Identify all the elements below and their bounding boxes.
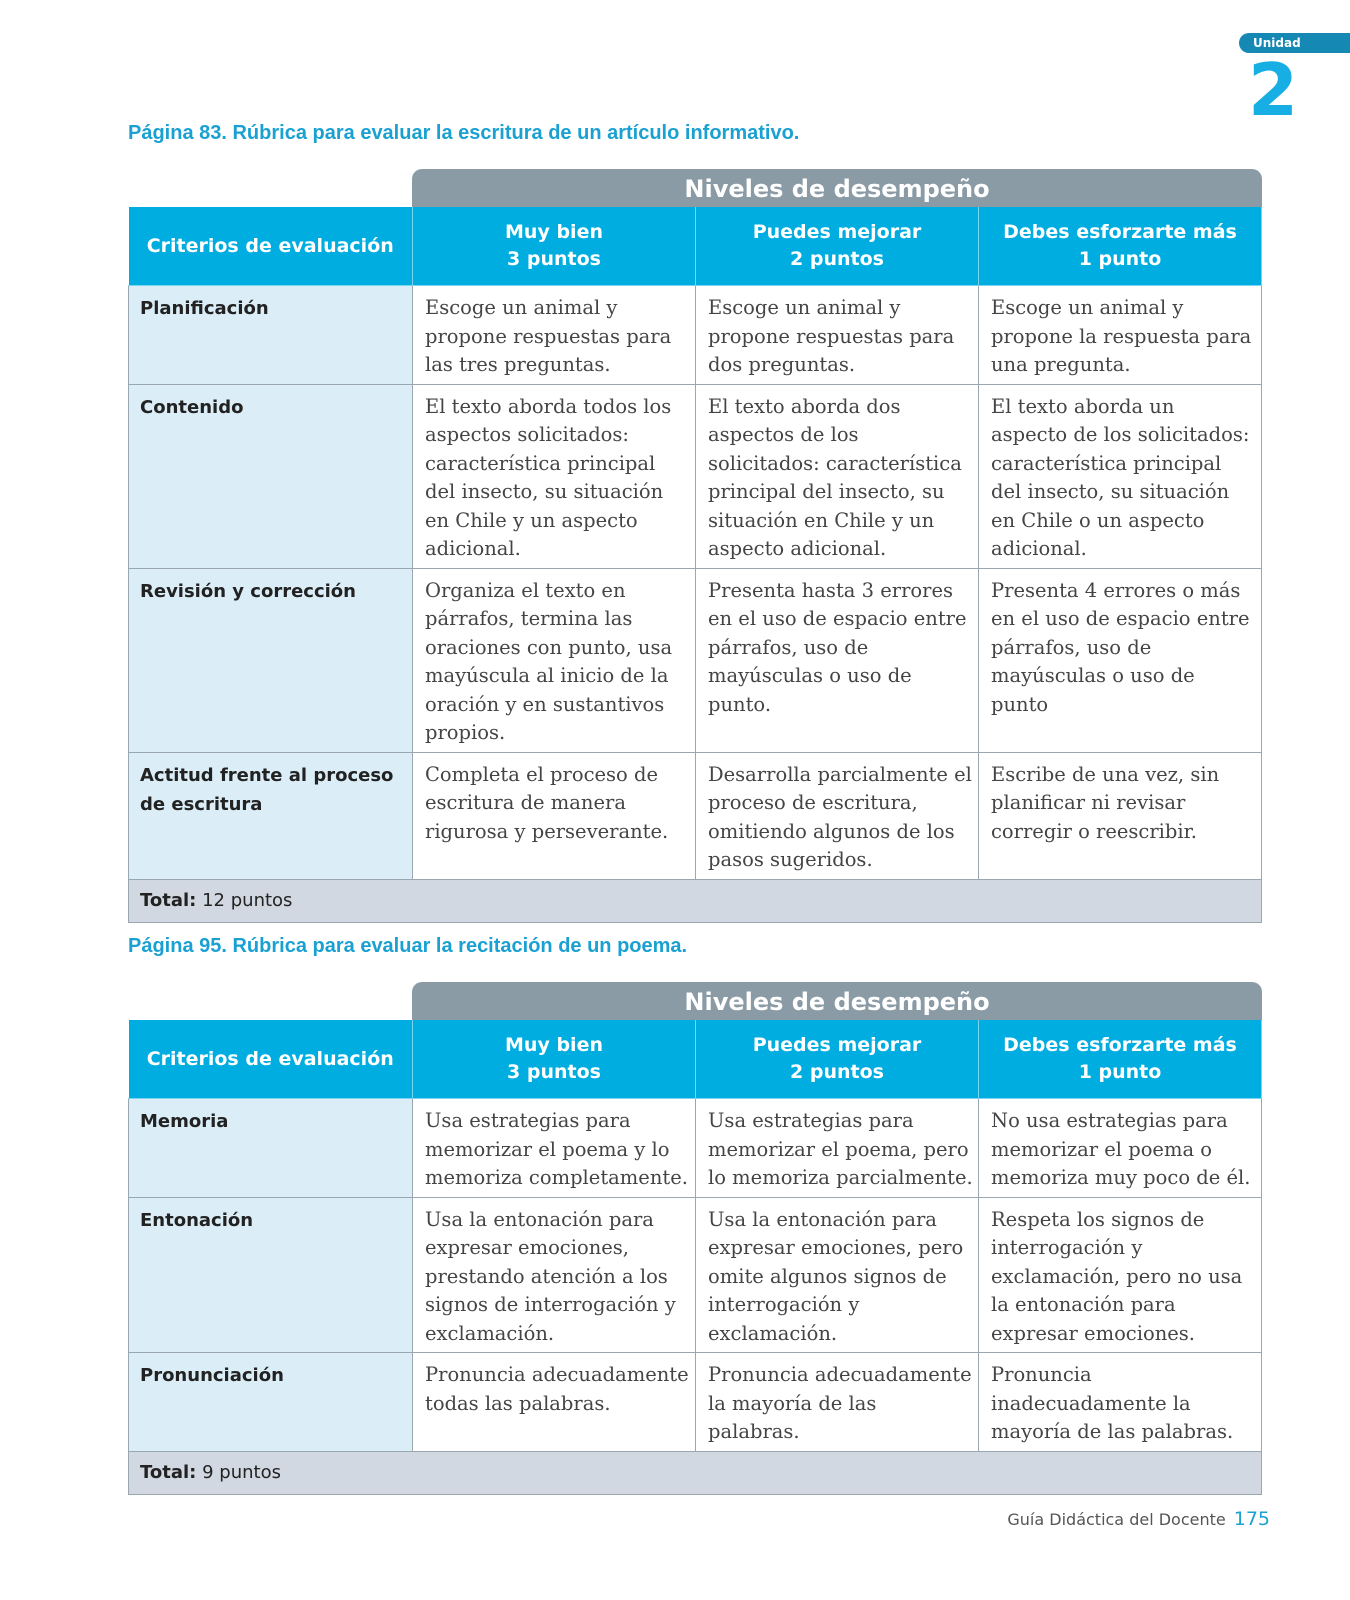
criterion-cell: Pronunciación (129, 1353, 413, 1452)
descriptor-cell: Usa estrategias para memorizar el poema y lo memoriza completamente. (413, 1099, 696, 1198)
page-number: 175 (1233, 1508, 1270, 1530)
table-row (129, 1197, 1262, 1353)
rubric2-title: Página 95. Rúbrica para evaluar la recitación de un poema. (128, 935, 688, 957)
rubric1-table (128, 207, 1262, 923)
footer-text: Guía Didáctica del Docente (1007, 1510, 1226, 1529)
level-header-muy-bien: Muy bien 3 puntos (413, 1020, 696, 1099)
criterion-cell: Planificación (129, 286, 413, 385)
rubric2-table-wrapper (128, 982, 1262, 1495)
table-header-row (129, 207, 1262, 286)
descriptor-cell: Desarrolla parcialmente el proceso de escritura, omitiendo algunos de los pasos sugeridos. (696, 752, 979, 879)
descriptor-cell: El texto aborda todos los aspectos solicitados: característica principal del insecto, su situación en Chile y un aspecto adicional. (413, 384, 696, 568)
table-row (129, 1099, 1262, 1198)
descriptor-cell: El texto aborda dos aspectos de los solicitados: característica principal del insecto, su situación en Chile y un aspecto adicional. (696, 384, 979, 568)
table-row (129, 1353, 1262, 1452)
level-header-debes-esforzarte: Debes esforzarte más 1 punto (979, 1020, 1262, 1099)
unit-number: 2 (1248, 48, 1299, 132)
descriptor-cell: Pronuncia inadecuadamente la mayoría de las palabras. (979, 1353, 1262, 1452)
level-header-puedes-mejorar: Puedes mejorar 2 puntos (696, 1020, 979, 1099)
levels-header: Niveles de desempeño (412, 169, 1262, 207)
criteria-header: Criterios de evaluación (129, 1020, 413, 1099)
rubric2-table (128, 1020, 1262, 1495)
rubric1-table-wrapper (128, 169, 1262, 923)
total-row (129, 1451, 1262, 1494)
level-header-puedes-mejorar: Puedes mejorar 2 puntos (696, 207, 979, 286)
table-row (129, 568, 1262, 752)
descriptor-cell: Escribe de una vez, sin planificar ni revisar corregir o reescribir. (979, 752, 1262, 879)
criterion-cell: Contenido (129, 384, 413, 568)
descriptor-cell: Escoge un animal y propone respuestas para las tres preguntas. (413, 286, 696, 385)
level-header-muy-bien: Muy bien 3 puntos (413, 207, 696, 286)
page-footer (1007, 1508, 1270, 1530)
descriptor-cell: Usa la entonación para expresar emociones, prestando atención a los signos de interrogación y exclamación. (413, 1197, 696, 1353)
rubric1-title: Página 83. Rúbrica para evaluar la escritura de un artículo informativo. (128, 122, 800, 144)
total-cell: Total: 12 puntos (129, 879, 1262, 922)
levels-header: Niveles de desempeño (412, 982, 1262, 1020)
criterion-cell: Memoria (129, 1099, 413, 1198)
table-row (129, 286, 1262, 385)
criterion-cell: Entonación (129, 1197, 413, 1353)
descriptor-cell: El texto aborda un aspecto de los solicitados: característica principal del insecto, su situación en Chile o un aspecto adicional. (979, 384, 1262, 568)
table-row (129, 384, 1262, 568)
total-cell: Total: 9 puntos (129, 1451, 1262, 1494)
descriptor-cell: Pronuncia adecuadamente la mayoría de las palabras. (696, 1353, 979, 1452)
criterion-cell: Actitud frente al proceso de escritura (129, 752, 413, 879)
descriptor-cell: Respeta los signos de interrogación y exclamación, pero no usa la entonación para expresar emociones. (979, 1197, 1262, 1353)
descriptor-cell: No usa estrategias para memorizar el poema o memoriza muy poco de él. (979, 1099, 1262, 1198)
descriptor-cell: Completa el proceso de escritura de manera rigurosa y perseverante. (413, 752, 696, 879)
level-header-debes-esforzarte: Debes esforzarte más 1 punto (979, 207, 1262, 286)
table-row (129, 752, 1262, 879)
descriptor-cell: Presenta hasta 3 errores en el uso de espacio entre párrafos, uso de mayúsculas o uso de punto. (696, 568, 979, 752)
descriptor-cell: Pronuncia adecuadamente todas las palabras. (413, 1353, 696, 1452)
descriptor-cell: Presenta 4 errores o más en el uso de espacio entre párrafos, uso de mayúsculas o uso de punto (979, 568, 1262, 752)
descriptor-cell: Escoge un animal y propone respuestas para dos preguntas. (696, 286, 979, 385)
unit-badge: Unidad (1239, 33, 1350, 53)
descriptor-cell: Organiza el texto en párrafos, termina las oraciones con punto, usa mayúscula al inicio de la oración y en sustantivos propios. (413, 568, 696, 752)
criteria-header: Criterios de evaluación (129, 207, 413, 286)
table-header-row (129, 1020, 1262, 1099)
criterion-cell: Revisión y corrección (129, 568, 413, 752)
descriptor-cell: Escoge un animal y propone la respuesta para una pregunta. (979, 286, 1262, 385)
descriptor-cell: Usa la entonación para expresar emociones, pero omite algunos signos de interrogación y exclamación. (696, 1197, 979, 1353)
total-row (129, 879, 1262, 922)
descriptor-cell: Usa estrategias para memorizar el poema, pero lo memoriza parcialmente. (696, 1099, 979, 1198)
